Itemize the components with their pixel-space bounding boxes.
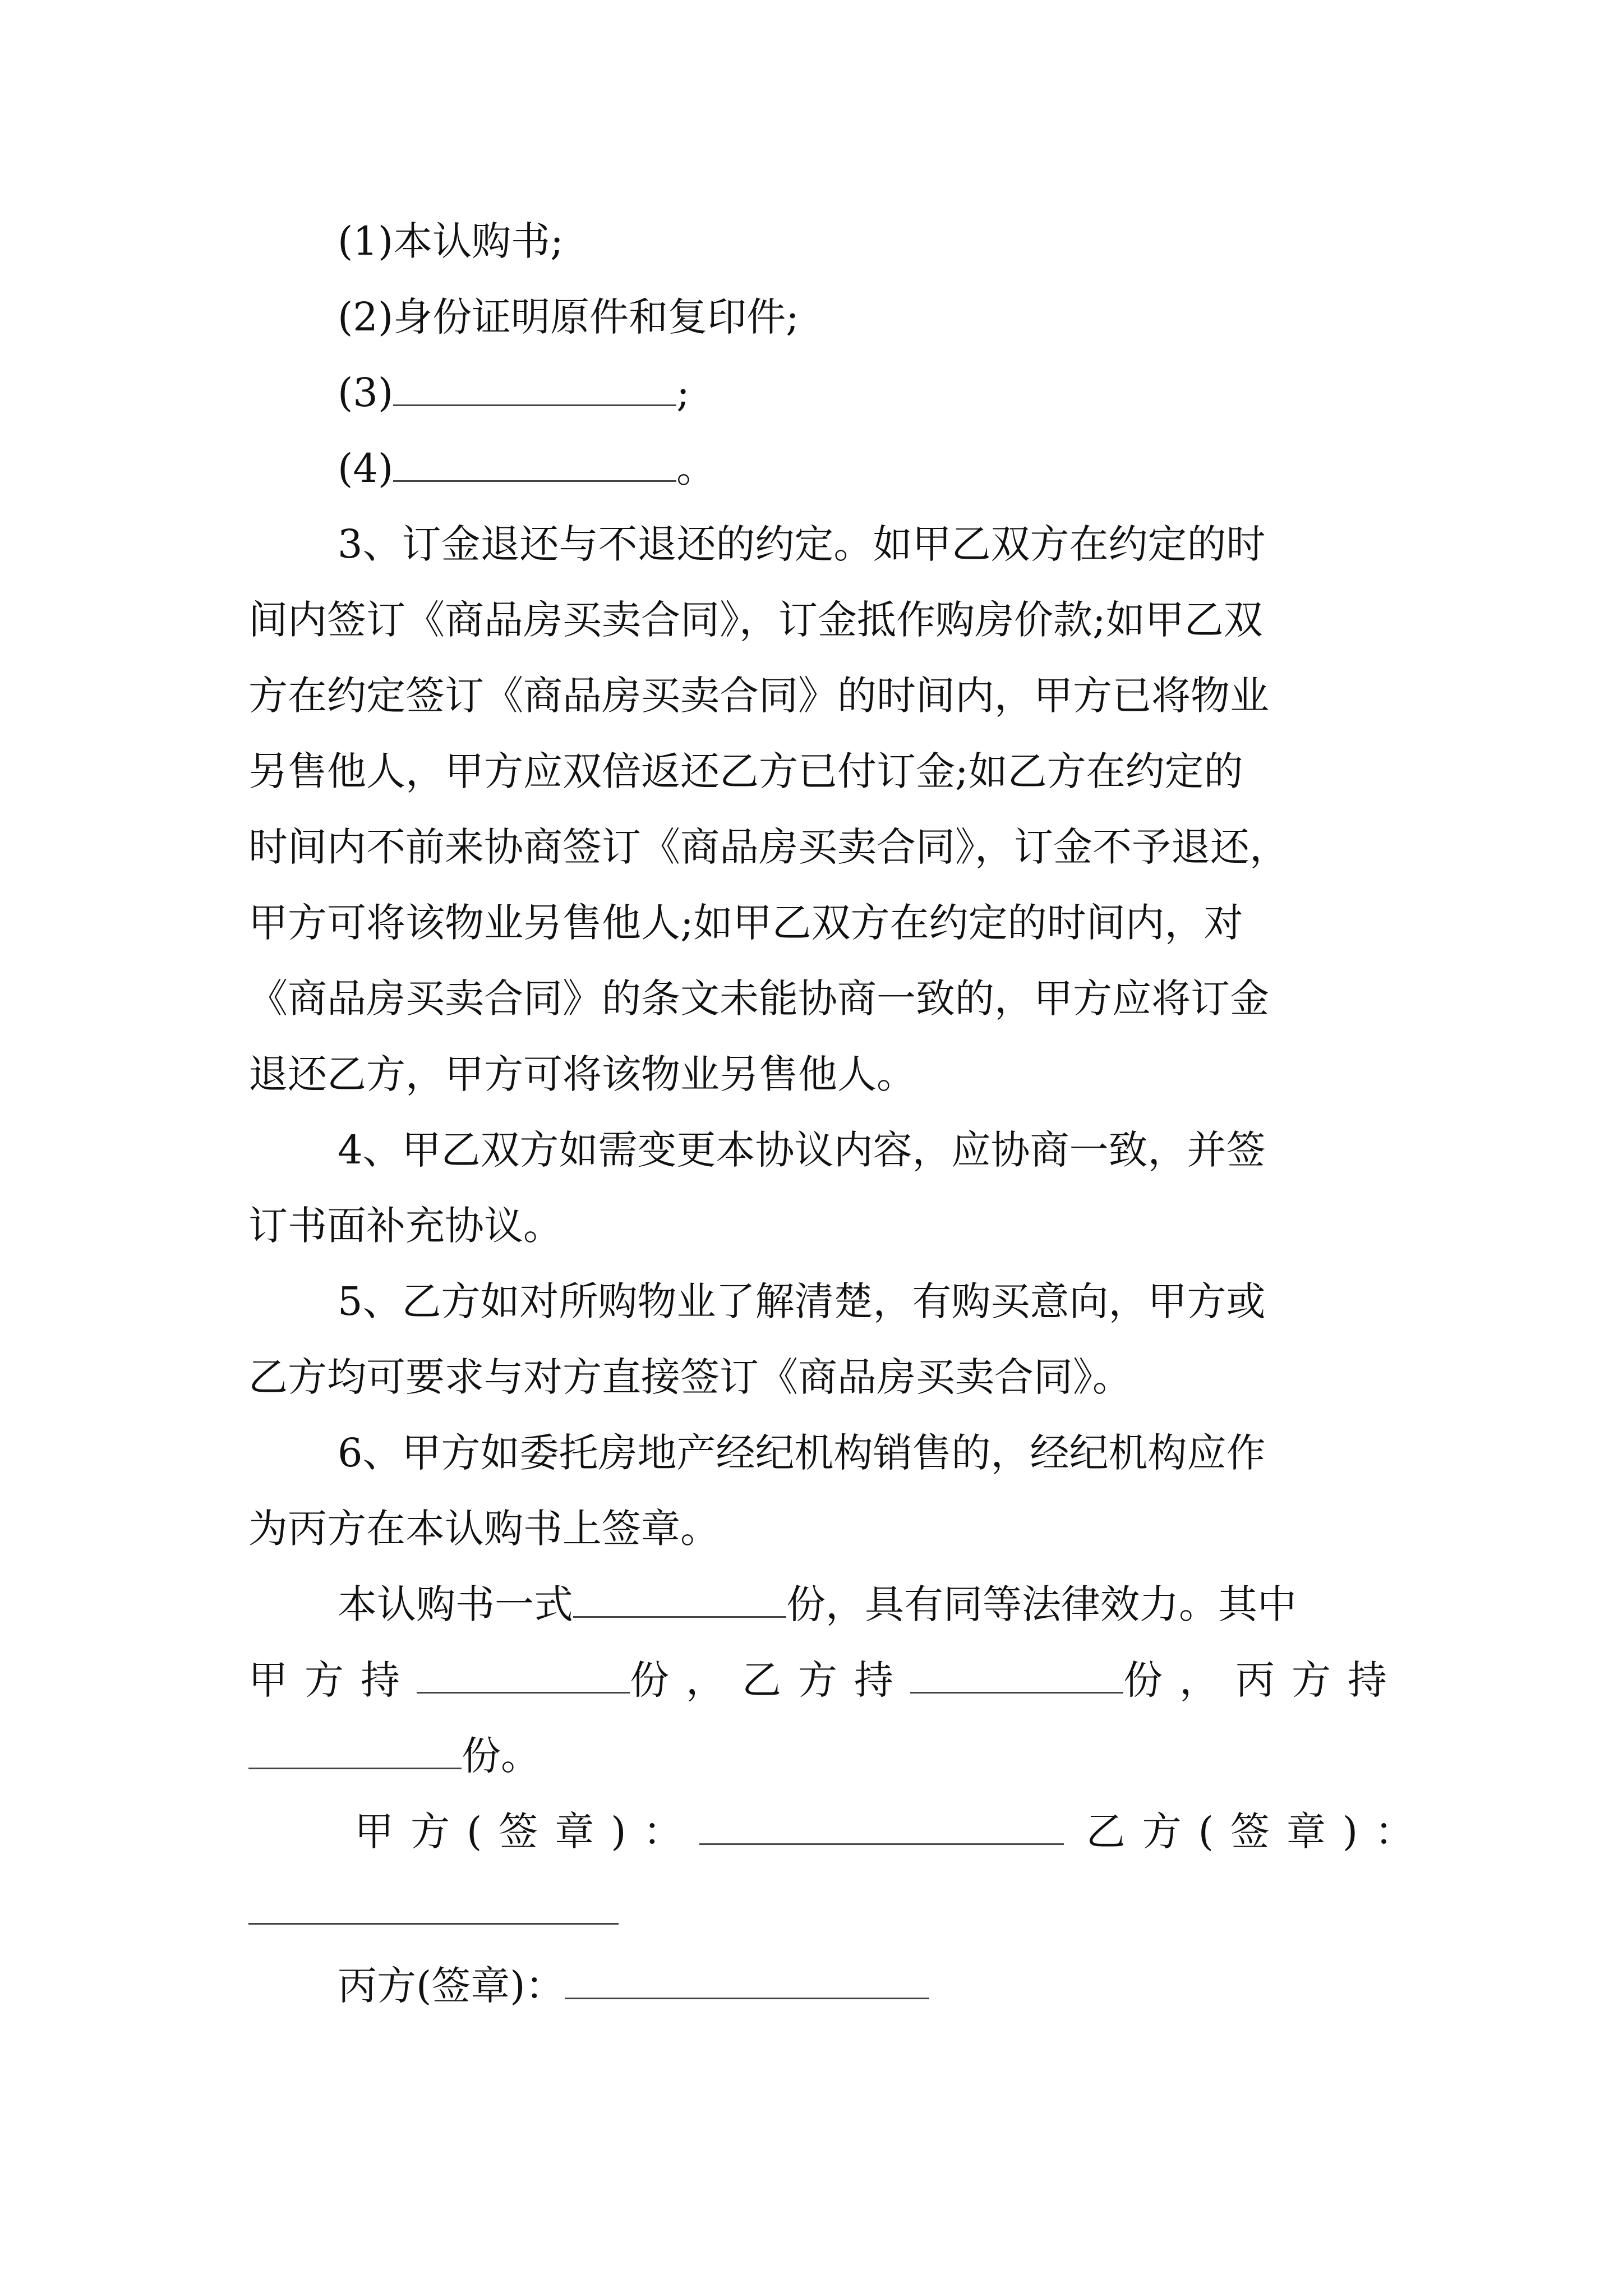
clause-6-line: 为丙方在本认购书上签章。 — [248, 1506, 720, 1552]
party-b-signature-blank — [248, 1923, 619, 1925]
clause-6-line: 6、甲方如委托房地产经纪机构销售的，经纪机构应作 — [338, 1430, 1266, 1476]
clause-4-line: 订书面补充协议。 — [248, 1203, 562, 1249]
list-item-4 — [338, 440, 1465, 496]
party-c-signature-blank — [565, 1958, 929, 1999]
clause-3-line: 甲方可将该物业另售他人;如甲乙双方在约定的时间内，对 — [248, 900, 1243, 946]
list-item-3 — [338, 365, 1465, 421]
clause-3-line: 时间内不前来协商签订《商品房买卖合同》，订金不予退还， — [248, 824, 1289, 870]
copies-text: 份。 — [462, 1733, 540, 1779]
list-item-4-label: (4) — [338, 445, 394, 491]
party-a-copies-blank — [417, 1653, 630, 1694]
clause-3-line: 退还乙方，甲方可将该物业另售他人。 — [248, 1051, 916, 1097]
signature-line-c — [338, 1958, 1465, 2014]
copies-text: 甲方持 — [248, 1657, 417, 1703]
copies-line-3 — [248, 1728, 1376, 1784]
copies-total-blank — [573, 1577, 786, 1618]
list-item-1: (1)本认购书; — [338, 218, 564, 264]
party-a-signature-label: 甲方(签章)： — [354, 1809, 699, 1855]
party-b-copies-blank — [910, 1653, 1123, 1694]
clause-5-line: 乙方均可要求与对方直接签订《商品房买卖合同》。 — [248, 1354, 1132, 1400]
party-c-copies-blank — [248, 1728, 462, 1769]
clause-3-line: 方在约定签订《商品房买卖合同》的时间内，甲方已将物业 — [248, 673, 1269, 719]
clause-3-line: 另售他人，甲方应双倍返还乙方已付订金;如乙方在约定的 — [248, 748, 1243, 794]
copies-text: 份，具有同等法律效力。其中 — [786, 1581, 1297, 1627]
list-item-3-suffix: ; — [676, 370, 690, 416]
party-a-signature-blank — [699, 1804, 1064, 1845]
list-item-2: (2)身份证明原件和复印件; — [338, 294, 799, 340]
copies-text: 份，丙方持 — [1123, 1657, 1404, 1703]
list-item-4-blank — [393, 441, 676, 482]
clause-4-line: 4、甲乙双方如需变更本协议内容，应协商一致，并签 — [338, 1127, 1266, 1173]
clause-3-line: 《商品房买卖合同》的条文未能协商一致的，甲方应将订金 — [248, 976, 1269, 1022]
copies-line-1 — [338, 1576, 1465, 1632]
copies-text: 本认购书一式 — [338, 1581, 573, 1627]
clause-5-line: 5、乙方如对所购物业了解清楚，有购买意向，甲方或 — [338, 1278, 1266, 1324]
clause-3-line: 3、订金退还与不退还的约定。如甲乙双方在约定的时 — [338, 521, 1266, 567]
copies-text: 份，乙方持 — [630, 1657, 910, 1703]
copies-line-2 — [248, 1652, 1404, 1708]
list-item-4-suffix: 。 — [676, 445, 716, 491]
party-c-signature-label: 丙方(签章)： — [338, 1963, 565, 2009]
list-item-3-label: (3) — [338, 370, 394, 416]
party-b-signature-label: 乙方(签章)： — [1086, 1809, 1431, 1855]
clause-3-line: 间内签订《商品房买卖合同》，订金抵作购房价款;如甲乙双 — [248, 597, 1263, 643]
list-item-3-blank — [393, 365, 676, 406]
signature-line-ab — [354, 1803, 1482, 1860]
